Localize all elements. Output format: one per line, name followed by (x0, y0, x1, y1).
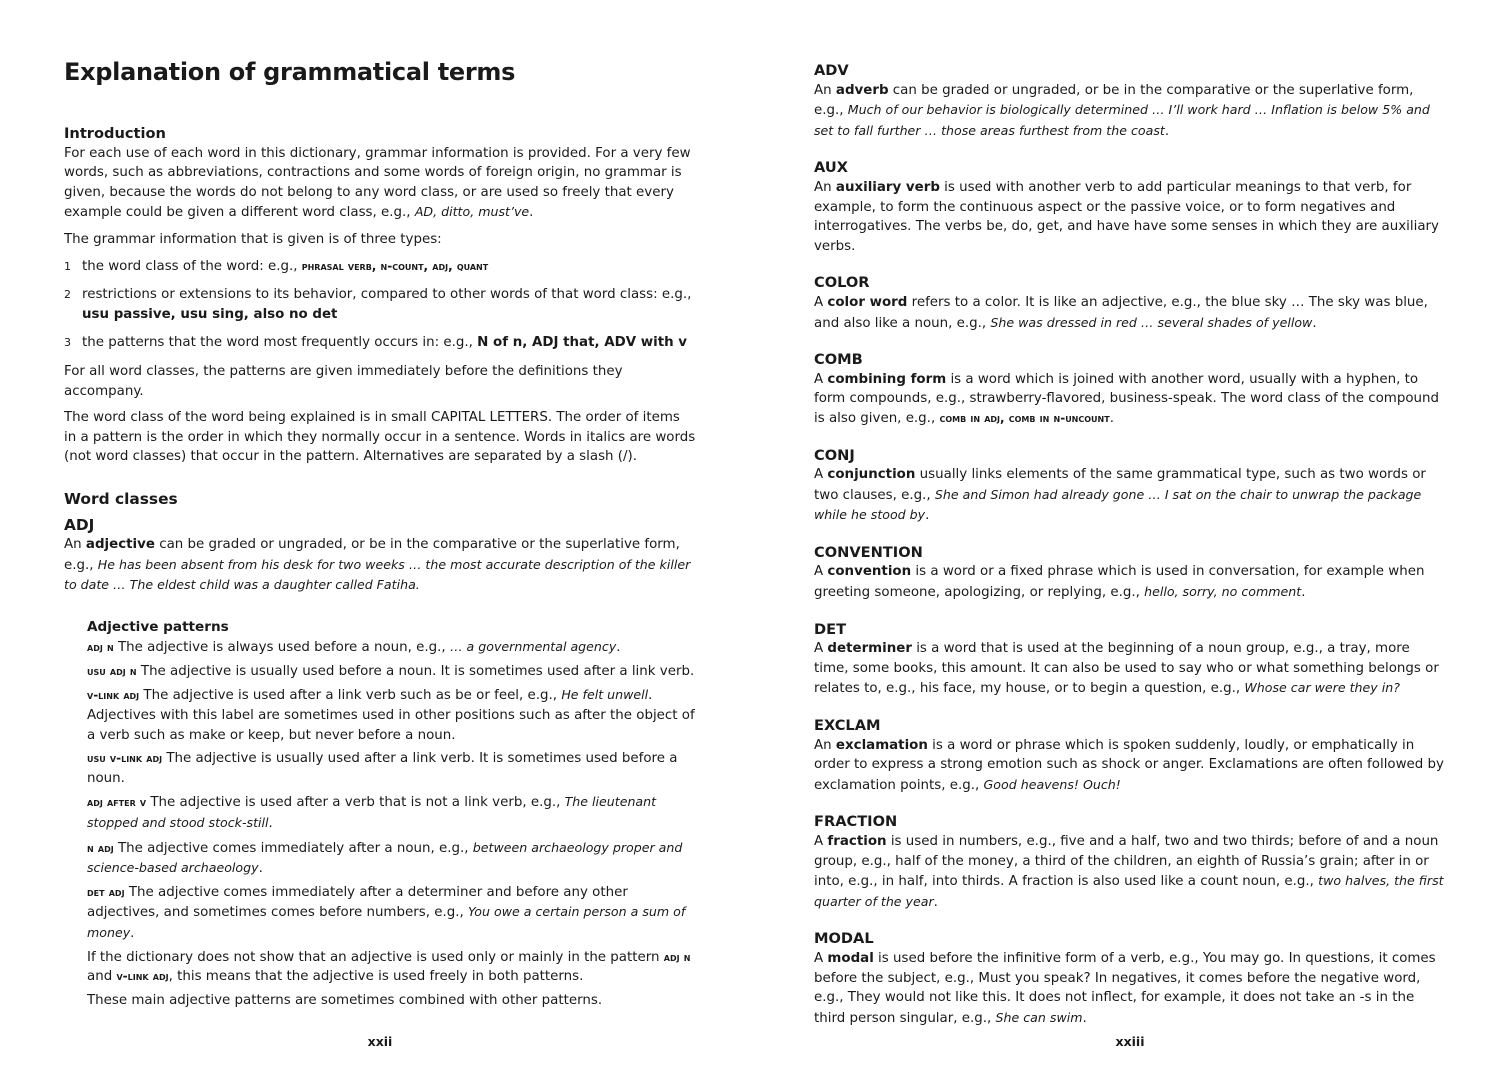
list-text: the word class of the word: e.g., (82, 258, 302, 274)
intro-p1-text: For each use of each word in this dictionary, grammar information is provided. For a very few words, such as abbreviations, contractions and some words of foreign origin, no grammar is given, because the words do not belong to any word class, or are used so freely that every example could be given a different word class, e.g., (64, 145, 691, 221)
pattern-text: The adjective is usually used before a noun. It is sometimes used after a link verb. (140, 663, 695, 679)
list-number: 2 (64, 288, 71, 302)
entry-pre: A (814, 294, 828, 310)
entry-example: Whose car were they in? (1244, 680, 1400, 696)
page-title: Explanation of grammatical terms (64, 58, 516, 86)
list-text: restrictions or extensions to its behavior, compared to other words of that word class: e.g., (82, 287, 692, 303)
entry-aux (814, 158, 1446, 256)
entry-exclam (814, 716, 1446, 795)
entry-term: adverb (835, 82, 889, 98)
pattern-text: The adjective comes immediately after a determiner and before any other adjectives, and sometimes comes before numbers, e.g., (87, 884, 628, 921)
entry-pre: A (814, 467, 828, 483)
entry-end: . (1164, 123, 1170, 139)
entry-fraction (814, 812, 1446, 912)
adj-pattern-note-2: These main adjective patterns are sometimes combined with other patterns. (87, 992, 603, 1008)
pattern-example: He felt unwell (561, 687, 649, 703)
list-item (64, 333, 696, 353)
intro-paragraph-4: The word class of the word being explained is in small CAPITAL LETTERS. The order of items in a pattern is the order in which they normally occur in a sentence. Words in italics are words (not word classes) that occur in the pattern. Alternatives are separated by a slash (/). (64, 410, 696, 465)
note-tag-1: adj n (663, 949, 691, 964)
pattern-end: . (258, 861, 263, 877)
entry-pre: An (814, 179, 836, 195)
entry-example: comb in adj, comb in n-uncount (939, 410, 1110, 425)
pattern-item (87, 792, 696, 833)
entry-example: She and Simon had already gone … I sat on the chair to unwrap the package while he stood by (814, 486, 1422, 523)
entry-pre: An (814, 82, 836, 98)
entry-heading: EXCLAM (814, 717, 881, 735)
list-item (64, 257, 696, 277)
entry-heading: ADV (814, 62, 849, 79)
right-content (814, 61, 1446, 1045)
pattern-item (87, 662, 696, 682)
entry-comb (814, 350, 1446, 428)
entry-term: combining form (827, 371, 947, 387)
grammar-types-list (64, 257, 696, 353)
entry-term: conjunction (827, 467, 916, 483)
entry-end: . (1109, 410, 1114, 426)
left-page (64, 0, 696, 1088)
intro-p1-example: AD, ditto, must’ve (414, 204, 530, 220)
left-content (64, 124, 696, 1014)
intro-paragraph-3: For all word classes, the patterns are given immediately before the definitions they accompany. (64, 363, 623, 399)
entry-term: convention (827, 564, 912, 580)
pattern-text: The adjective is used after a link verb such as be or feel, e.g., (143, 688, 562, 704)
pattern-end: . (130, 926, 135, 941)
pattern-example: The lieutenant stopped and stood stock-still (87, 794, 657, 831)
note-text-mid: and (87, 969, 117, 985)
pattern-example: You owe a certain person a sum of money (87, 904, 686, 940)
pattern-item (87, 883, 696, 944)
entry-body (814, 178, 1446, 256)
entry-text: is used in numbers, e.g., five and a half, two and two thirds; before of and a noun group, e.g., half of the money, a third of the children, an eighth of Russia’s grain; after in or into, e.g., in half, into thirds. A fraction is also used like a count noun, e.g., (814, 834, 1439, 890)
pattern-tag: det adj (87, 884, 125, 899)
pattern-end: . (616, 640, 621, 656)
entry-text: is a word or phrase which is spoken suddenly, loudly, or emphatically in order to express a strong emotion such as shock or anger. Exclamations are often followed by exclamation points, e.g., (814, 737, 1444, 793)
pattern-tag: n adj (87, 840, 114, 855)
entry-body (814, 832, 1446, 912)
entry-pre: A (814, 641, 828, 657)
entry-color (814, 273, 1446, 333)
pattern-item (87, 637, 696, 658)
entry-term: color word (827, 294, 908, 310)
pattern-tag: v-link adj (87, 688, 140, 703)
entry-heading: MODAL (814, 930, 874, 948)
page-number-left: xxii (367, 1034, 393, 1049)
list-text: the patterns that the word most frequently occurs in: e.g., (82, 335, 478, 351)
entry-term: exclamation (835, 737, 928, 753)
pattern-tag: usu adj n (87, 663, 137, 678)
entry-end: . (1082, 1010, 1087, 1026)
note-tag-2: v-link adj (116, 969, 169, 984)
entry-pre: A (814, 950, 828, 966)
entry-pre: An (814, 737, 836, 753)
list-item (64, 285, 696, 324)
intro-paragraph-2: The grammar information that is given is of three types: (64, 231, 442, 247)
entry-heading: COLOR (814, 274, 870, 292)
entry-term: modal (827, 950, 874, 966)
pattern-text: The adjective is used after a verb that is not a link verb, e.g., (150, 795, 565, 811)
entry-body (814, 736, 1446, 796)
entry-modal (814, 929, 1446, 1028)
entry-heading: FRACTION (814, 813, 898, 831)
entry-term: fraction (827, 834, 887, 849)
entry-body (814, 562, 1446, 602)
pattern-item (87, 749, 696, 788)
entry-heading: CONJ (814, 446, 855, 464)
entry-text: can be graded or ungraded, or be in the comparative or the superlative form, e.g., (814, 82, 1414, 119)
word-classes-heading: Word classes (64, 489, 178, 508)
entry-heading: CONVENTION (814, 543, 923, 561)
list-number: 3 (64, 336, 71, 350)
entry-end: . (1301, 585, 1306, 601)
pattern-tag: adj n (87, 640, 114, 655)
page-number-right: xxiii (1115, 1034, 1145, 1049)
entry-pre: A (814, 564, 828, 580)
entry-pre: A (814, 371, 828, 387)
adj-text-b: can be graded or ungraded, or be in the comparative or the superlative form, e.g., (64, 536, 680, 573)
entry-example: She was dressed in red … several shades of yellow (990, 314, 1313, 330)
pattern-text: The adjective is usually used after a link verb. It is sometimes used before a noun. (87, 751, 678, 786)
entry-det (814, 620, 1446, 699)
entry-example: Good heavens! Ouch! (983, 776, 1121, 792)
entry-conj (814, 446, 1446, 526)
pattern-tag: usu v-link adj (87, 751, 163, 766)
entry-example: hello, sorry, no comment (1144, 584, 1302, 600)
pattern-text: The adjective is always used before a noun, e.g., (117, 640, 450, 656)
note-text-a: If the dictionary does not show that an adjective is used only or mainly in the pattern (87, 949, 664, 965)
entry-end: . (933, 894, 938, 910)
pattern-example: between archaeology proper and science-based archaeology (87, 839, 683, 876)
entry-convention (814, 543, 1446, 603)
adj-heading: ADJ (64, 515, 95, 534)
entry-example: Much of our behavior is biologically determined … I’ll work hard … Inflation is below 5% and set to fall further … those areas furthest from the coast (814, 102, 1430, 138)
adjective-patterns-heading: Adjective patterns (87, 618, 229, 635)
entry-end: . (1312, 315, 1317, 331)
adjective-patterns (87, 618, 696, 1011)
list-tags: phrasal verb, n-count, adj, quant (301, 258, 489, 273)
entry-body (814, 465, 1446, 526)
entry-text: is a word which is joined with another word, usually with a hyphen, to form compounds, e.g., strawberry-flavored, business-speak. The word class of the compound is also given, e.g., (814, 371, 1440, 426)
entry-end: . (925, 508, 930, 524)
adj-text-a: An (64, 536, 86, 552)
entry-text: refers to a color. It is like an adjective, e.g., the blue sky … The sky was blue, and also like a noun, e.g., (814, 294, 1428, 331)
entry-body (814, 370, 1446, 429)
entry-adv (814, 61, 1446, 141)
pattern-tag: adj after v (87, 795, 147, 810)
entry-text: is a word or a fixed phrase which is used in conversation, for example when greeting someone, apologizing, or replying, e.g., (814, 564, 1425, 601)
entry-heading: COMB (814, 351, 863, 369)
adj-term: adjective (85, 536, 155, 552)
entry-body (814, 81, 1446, 142)
entry-body (814, 293, 1446, 333)
intro-paragraph-1: For each use of each word in this dictionary, grammar information is provided. For a very few words, such as abbreviations, contractions and some words of foreign origin, no grammar is given, because the words do not belong to any word class, or are used so freely that every example could be given a different word class, e.g., AD, ditto, must’ve. (64, 145, 691, 221)
entry-body (814, 639, 1446, 699)
entry-pre: A (814, 834, 828, 849)
adj-example: He has been absent from his desk for two weeks … the most accurate description of the killer to date … The eldest child was a daughter called Fatiha. (64, 556, 691, 593)
entry-text: usually links elements of the same grammatical type, such as two words or two clauses, e.g., (814, 467, 1426, 503)
adj-definition (64, 535, 696, 596)
list-number: 1 (64, 259, 71, 273)
entry-term: determiner (827, 641, 912, 657)
entry-text: is used before the infinitive form of a verb, e.g., You may go. In questions, it comes before the subject, e.g., Must you speak? In negatives, it comes before the negative word, e.g., They would not like this. It does not inflect, for example, it does not take an -s in the third person singular, e.g., (814, 950, 1436, 1026)
entry-heading: AUX (814, 159, 848, 177)
intro-heading: Introduction (64, 125, 166, 142)
pattern-text: The adjective comes immediately after a noun, e.g., (117, 840, 473, 856)
list-tags: N of n, ADJ that, ADV with v (477, 335, 688, 351)
entry-example: two halves, the first quarter of the year (814, 873, 1444, 909)
entry-heading: DET (814, 620, 847, 638)
pattern-item (87, 838, 696, 879)
entry-text: is used with another verb to add particular meanings to that verb, for example, to form the continuous aspect or the passive voice, or to form negatives and interrogatives. The verbs be, do, get, and have have some senses in which they are auxiliary verbs. (814, 179, 1439, 254)
entry-body (814, 949, 1446, 1028)
pattern-example: … a governmental agency (449, 639, 617, 655)
entry-term: auxiliary verb (835, 179, 940, 195)
note-text-b: , this means that the adjective is used freely in both patterns. (168, 969, 584, 985)
pattern-end: . (268, 816, 273, 832)
right-page (814, 0, 1446, 1088)
pattern-end: . Adjectives with this label are sometimes used in other positions such as after the object of a verb such as make or keep, but never before a noun. (87, 688, 695, 743)
list-tags: usu passive, usu sing, also no det (82, 306, 338, 322)
adj-pattern-note (87, 948, 696, 987)
pattern-item (87, 685, 696, 745)
entry-text: is a word that is used at the beginning of a noun group, e.g., a tray, more time, some books, this amount. It can also be used to say who or what something belongs or relates to, e.g., his face, my house, or to begin a question, e.g., (814, 641, 1439, 697)
entry-example: She can swim (995, 1009, 1083, 1025)
